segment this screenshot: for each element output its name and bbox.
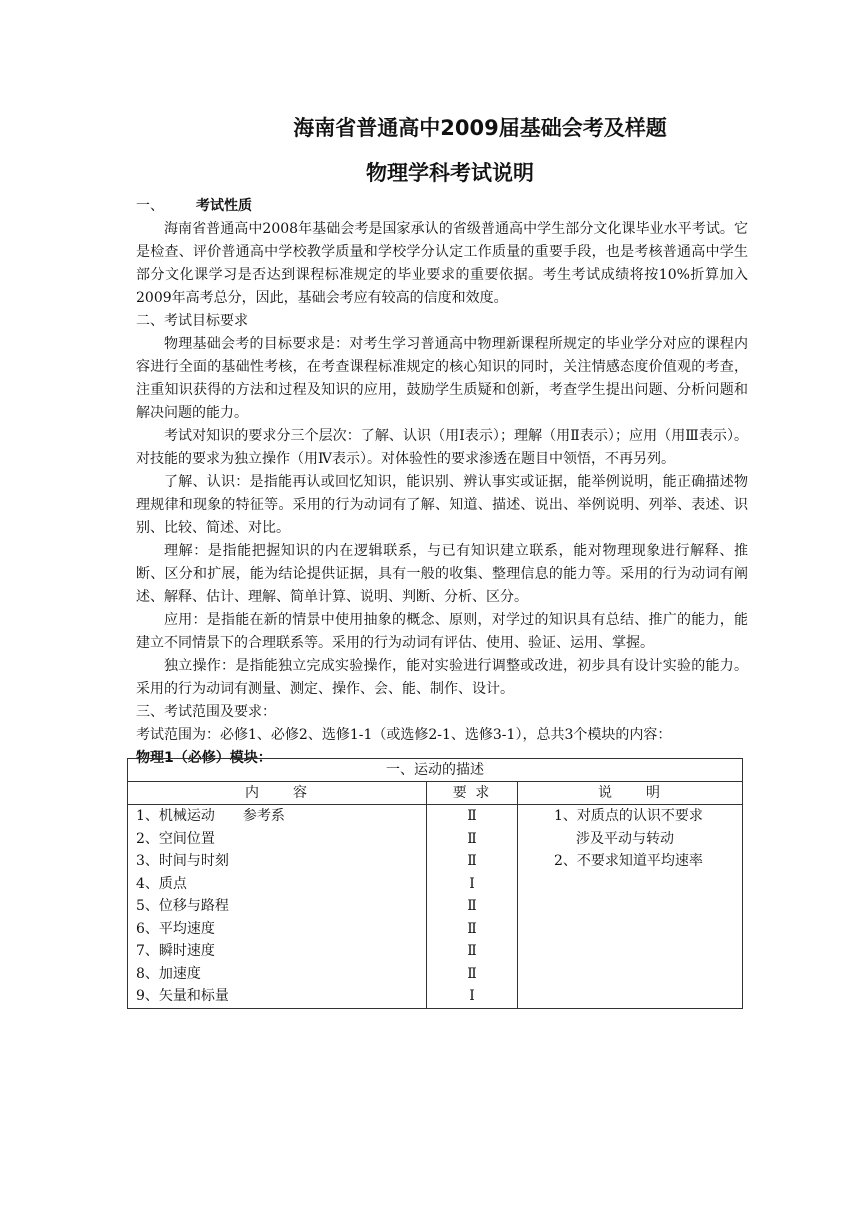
header-requirement: 要 求 [427, 782, 518, 805]
paragraph-level-operate: 独立操作：是指能独立完成实验操作，能对实验进行调整或改进，初步具有设计实验的能力。采用的行为动词有测量、测定、操作、会、能、制作、设计。 [136, 658, 748, 697]
module-title: 物理1（必修）模块： [136, 750, 272, 766]
paragraph-level-know: 了解、认识：是指能再认或回忆知识，能识别、辨认事实或证据，能举例说明，能正确描述物理规律和现象的特征等。采用的行为动词有了解、知道、描述、说出、举例说明、列举、表述、识别、比较、简述、对比。 [136, 474, 748, 536]
table-cell-level: Ⅱ [467, 830, 477, 847]
section-heading-1 [136, 195, 748, 218]
table-cell-level: Ⅱ [467, 808, 477, 824]
note-line: 1、对质点的认识不要求 [554, 808, 703, 824]
section-number: 一、 [136, 198, 164, 214]
module-table [127, 758, 743, 1009]
table-cell-level: Ⅰ [469, 988, 475, 1004]
table-cell-content: 7、瞬时速度 [136, 943, 215, 959]
requirement-column [427, 805, 518, 1009]
paragraph-exam-nature: 海南省普通高中2008年基础会考是国家承认的省级普通高中学生部分文化课毕业水平考试。它是检查、评价普通高中学校教学质量和学校学分认定工作质量的重要手段，也是考核普通高中学生部分文化课学习是否达到课程标准规定的毕业要求的重要依据。考生考试成绩将按10%折算加入2009年高考总分，因此，基础会考应有较高的信度和效度。 [136, 221, 748, 306]
document-body [136, 195, 748, 770]
table-cell-content: 6、平均速度 [136, 920, 215, 937]
note-line: 2、不要求知道平均速率 [554, 853, 703, 869]
table-header-row [128, 782, 743, 805]
note-line: 涉及平动与转动 [576, 830, 674, 847]
header-content: 内 容 [128, 782, 427, 805]
notes-column [518, 805, 743, 1009]
paragraph-level-apply: 应用：是指能在新的情景中使用抽象的概念、原则，对学过的知识具有总结、推广的能力，能建立不同情景下的合理联系等。采用的行为动词有评估、使用、验证、运用、掌握。 [136, 612, 748, 651]
table-cell-level: Ⅱ [467, 898, 477, 914]
paragraph-goal: 物理基础会考的目标要求是：对考生学习普通高中物理新课程所规定的毕业学分对应的课程内容进行全面的基础性考核，在考查课程标准规定的核心知识的同时，关注情感态度价值观的考查，注重知识获得的方法和过程及知识的应用，鼓励学生质疑和创新，考查学生提出问题、分析问题和解决问题的能力。 [136, 336, 748, 421]
table-cell-content: 1、机械运动 参考系 [136, 808, 285, 824]
table-cell-content: 3、时间与时刻 [136, 853, 229, 869]
content-column [128, 805, 427, 1009]
paragraph-scope: 考试范围为：必修1、必修2、选修1-1（或选修2-1、选修3-1），总共3个模块的内容： [136, 727, 672, 743]
table-cell-content: 2、空间位置 [136, 830, 215, 847]
table-cell-content: 5、位移与路程 [136, 898, 229, 914]
table-cell-level: Ⅰ [469, 875, 475, 892]
section-title: 考试性质 [196, 198, 252, 214]
section-heading-3: 三、考试范围及要求： [136, 704, 276, 720]
header-notes: 说 明 [518, 782, 743, 805]
table-cell-level: Ⅱ [467, 965, 477, 982]
section-heading-2: 二、考试目标要求 [136, 313, 248, 329]
document-subtitle: 物理学科考试说明 [366, 161, 534, 185]
table-cell-level: Ⅱ [467, 920, 477, 937]
paragraph-levels: 考试对知识的要求分三个层次：了解、认识（用Ⅰ表示）；理解（用Ⅱ表示）；应用（用Ⅲ表示）。对技能的要求为独立操作（用Ⅳ表示）。对体验性的要求渗透在题目中领悟，不再另列。 [136, 428, 748, 467]
table-caption: 一、运动的描述 [128, 759, 743, 782]
table-cell-content: 4、质点 [136, 875, 187, 892]
table-cell-content: 8、加速度 [136, 965, 201, 982]
table-body-row [128, 805, 743, 1009]
paragraph-level-understand: 理解：是指能把握知识的内在逻辑联系，与已有知识建立联系，能对物理现象进行解释、推断、区分和扩展，能为结论提供证据，具有一般的收集、整理信息的能力等。采用的行为动词有阐述、解释、估计、理解、简单计算、说明、判断、分析、区分。 [136, 543, 748, 605]
table-cell-level: Ⅱ [467, 853, 477, 869]
document-title: 海南省普通高中2009届基础会考及样题 [293, 116, 667, 140]
table-cell-content: 9、矢量和标量 [136, 988, 229, 1004]
table-cell-level: Ⅱ [467, 943, 477, 959]
